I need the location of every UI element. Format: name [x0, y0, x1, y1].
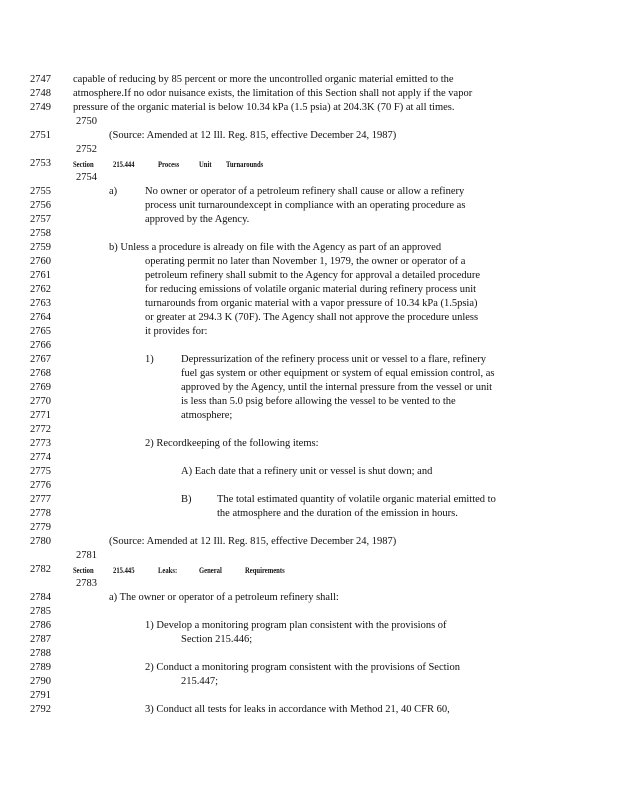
section-heading-word: Process [158, 159, 180, 169]
body-text-line: capable of reducing by 85 percent or more the uncontrolled organic material emitted to the [73, 74, 454, 85]
line-number: 2771 [30, 410, 51, 421]
line-number: 2790 [30, 676, 51, 687]
line-number: 2748 [30, 88, 51, 99]
line-number: 2753 [30, 158, 51, 169]
line-number: 2779 [30, 522, 51, 533]
item-label: B) [181, 494, 192, 505]
section-label: Section [73, 159, 94, 169]
body-text-line: approved by the Agency, until the internal pressure from the vessel or unit [181, 382, 493, 393]
line-number: 2778 [30, 508, 51, 519]
body-text-line: 3) Conduct all tests for leaks in accordance with Method 21, 40 CFR 60, [145, 704, 450, 715]
source-note: (Source: Amended at 12 Ill. Reg. 815, effective December 24, 1987) [109, 130, 397, 141]
section-label: Section [73, 565, 94, 575]
section-number: 215.444 [113, 159, 135, 169]
body-text-line: is less than 5.0 psig before allowing the vessel to be vented to the [181, 396, 456, 407]
body-text-line: 2) Conduct a monitoring program consistent with the provisions of Section [145, 662, 460, 673]
line-number: 2756 [30, 200, 51, 211]
section-heading-word: Turnarounds [226, 159, 264, 169]
line-number: 2775 [30, 466, 51, 477]
section-heading-word: Unit [199, 159, 212, 169]
line-number: 2782 [30, 564, 51, 575]
line-number: 2751 [30, 130, 51, 141]
inline-line-number: 2783 [76, 578, 97, 589]
line-number: 2784 [30, 592, 51, 603]
section-number: 215.445 [113, 565, 135, 575]
line-number: 2769 [30, 382, 51, 393]
body-text-line: it provides for: [145, 326, 208, 337]
item-label: 1) [145, 354, 154, 365]
body-text-line: 1) Develop a monitoring program plan consistent with the provisions of [145, 620, 447, 631]
line-number: 2761 [30, 270, 51, 281]
body-text-line: petroleum refinery shall submit to the Agency for approval a detailed procedure [145, 270, 481, 281]
body-text-line: a) The owner or operator of a petroleum refinery shall: [109, 592, 339, 603]
section-heading-word: General [199, 565, 222, 575]
inline-line-number: 2750 [76, 116, 97, 127]
body-text-line: or greater at 294.3 K (70F). The Agency shall not approve the procedure unless [145, 312, 479, 323]
body-text-line: atmosphere; [181, 410, 233, 421]
body-text-line: fuel gas system or other equipment or system of equal emission control, as [181, 368, 495, 379]
line-number: 2755 [30, 186, 51, 197]
line-number: 2770 [30, 396, 51, 407]
line-number: 2768 [30, 368, 51, 379]
line-number: 2776 [30, 480, 51, 491]
body-text-line: b) Unless a procedure is already on file with the Agency as part of an approved [109, 242, 442, 253]
body-text-line: approved by the Agency. [145, 214, 250, 225]
line-number: 2763 [30, 298, 51, 309]
body-text-line: No owner or operator of a petroleum refinery shall cause or allow a refinery [145, 186, 465, 197]
item-label: a) [109, 186, 118, 197]
line-number: 2749 [30, 102, 51, 113]
body-text-line: atmosphere.If no odor nuisance exists, the limitation of this Section shall not apply if the vapor [73, 88, 473, 99]
line-number: 2788 [30, 648, 51, 659]
section-heading-word: Leaks: [158, 565, 178, 575]
inline-line-number: 2754 [76, 172, 97, 183]
line-number: 2772 [30, 424, 51, 435]
line-number: 2792 [30, 704, 51, 715]
body-text-line: Depressurization of the refinery process unit or vessel to a flare, refinery [181, 354, 486, 365]
body-text-line: The total estimated quantity of volatile organic material emitted to [217, 494, 496, 505]
line-number: 2747 [30, 74, 51, 85]
body-text-line: pressure of the organic material is below 10.34 kPa (1.5 psia) at 204.3K (70 F) at all times. [73, 102, 455, 113]
line-number: 2757 [30, 214, 51, 225]
inline-line-number: 2781 [76, 550, 97, 561]
body-text-line: Section 215.446; [181, 634, 253, 645]
line-number: 2785 [30, 606, 51, 617]
line-number: 2764 [30, 312, 51, 323]
line-number: 2760 [30, 256, 51, 267]
line-number: 2758 [30, 228, 51, 239]
line-number: 2777 [30, 494, 51, 505]
body-text-line: 2) Recordkeeping of the following items: [145, 438, 319, 449]
line-number: 2780 [30, 536, 51, 547]
line-number: 2762 [30, 284, 51, 295]
body-text-line: turnarounds from organic material with a vapor pressure of 10.34 kPa (1.5psia) [145, 298, 478, 309]
line-number: 2766 [30, 340, 51, 351]
body-text-line: process unit turnaroundexcept in compliance with an operating procedure as [145, 200, 466, 211]
line-number: 2774 [30, 452, 51, 463]
line-number: 2789 [30, 662, 51, 673]
line-number: 2786 [30, 620, 51, 631]
line-number: 2773 [30, 438, 51, 449]
body-text-line: the atmosphere and the duration of the emission in hours. [217, 508, 458, 519]
line-number: 2765 [30, 326, 51, 337]
source-note: (Source: Amended at 12 Ill. Reg. 815, effective December 24, 1987) [109, 536, 397, 547]
line-number: 2787 [30, 634, 51, 645]
inline-line-number: 2752 [76, 144, 97, 155]
body-text-line: for reducing emissions of volatile organic material during refinery process unit [145, 284, 477, 295]
body-text-line: 215.447; [181, 676, 219, 687]
line-number: 2759 [30, 242, 51, 253]
line-number: 2791 [30, 690, 51, 701]
body-text-line: A) Each date that a refinery unit or vessel is shut down; and [181, 466, 433, 477]
body-text-line: operating permit no later than November 1, 1979, the owner or operator of a [145, 256, 466, 267]
section-heading-word: Requirements [245, 565, 285, 575]
line-number: 2767 [30, 354, 51, 365]
